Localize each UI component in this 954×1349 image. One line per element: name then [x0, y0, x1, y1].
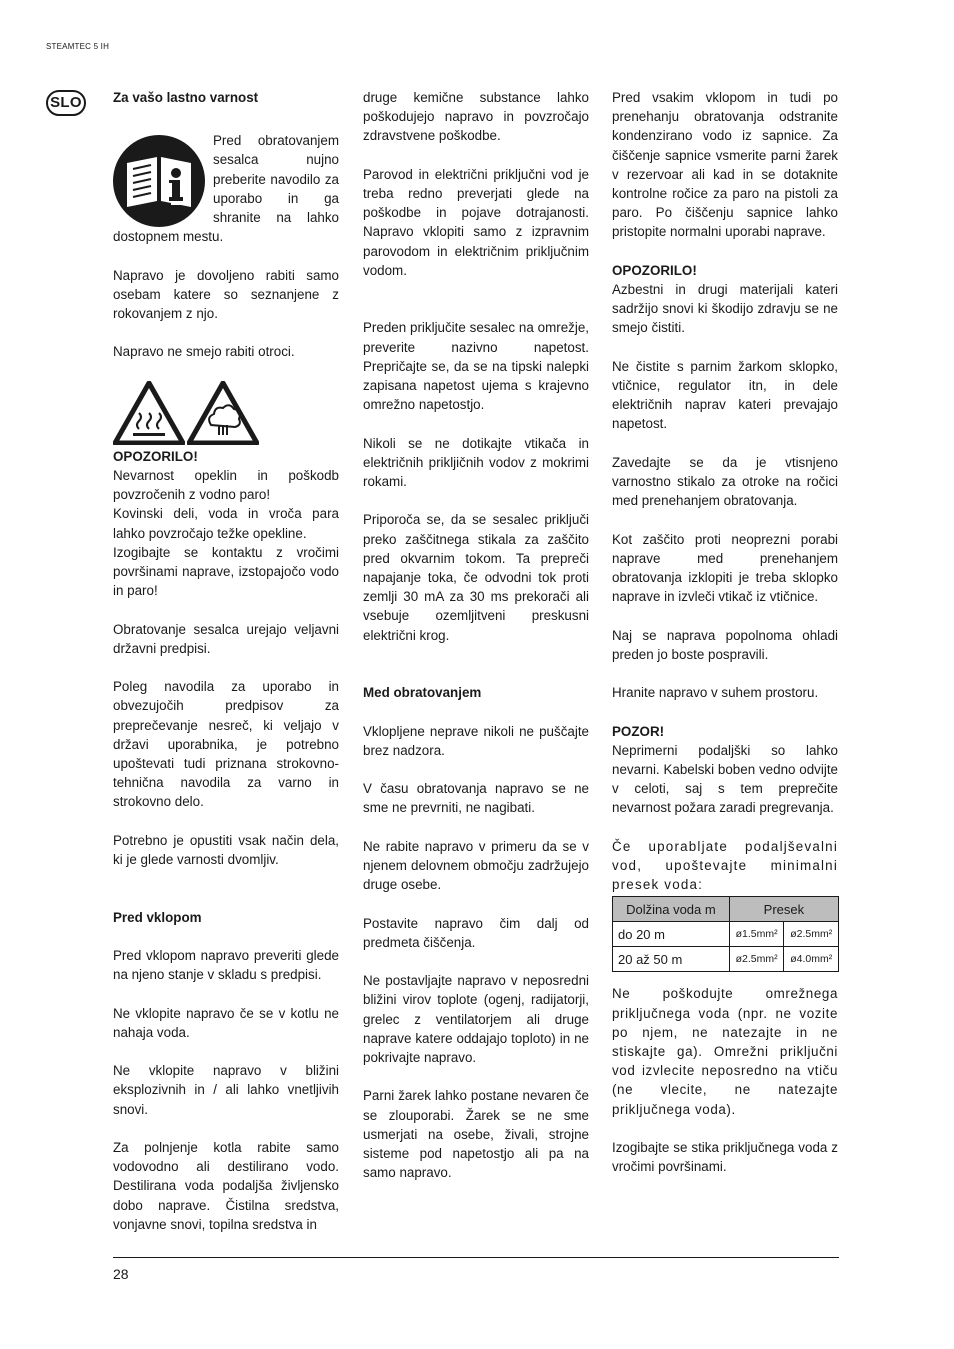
table-row [613, 947, 839, 972]
table-header-section: Presek [729, 897, 838, 922]
paragraph: Za polnjenje kotla rabite samo vodovodno ali destilirano vodo. Destilirana voda podaljša življensko dobo naprave. Čistilna sredstva, vonjavne snovi, topilna sredstva in [113, 1139, 339, 1232]
caution-heading: POZOR! [612, 723, 665, 739]
document-model-header: STEAMTEC 5 IH [46, 42, 110, 51]
paragraph: Azbestni in drugi materijali kateri sadržijo snovi ki škodijo zdravju se ne smejo čistiti. [612, 282, 838, 336]
cable-section-table [612, 896, 839, 972]
paragraph: Izogibajte se stika priključnega voda z vročimi površinami. [612, 1140, 838, 1175]
table-cell: ø1.5mm² [729, 922, 784, 947]
table-row [613, 922, 839, 947]
paragraph: Če uporabljate podaljševalni vod, upoštevajte minimalni presek voda: [612, 838, 838, 893]
page-number: 28 [113, 1266, 129, 1282]
paragraph: Hranite napravo v suhem prostoru. [612, 685, 819, 701]
paragraph: Ne vklopite napravo če se v kotlu ne nahaja voda. [113, 1005, 339, 1040]
paragraph: Napravo ne smejo rabiti otroci. [113, 344, 295, 360]
column-2 [363, 88, 589, 1202]
info-text: Pred obratovanjem sesalca nujno preberite navodilo za uporabo in ga shranite na lahko dostopnem mestu. [113, 133, 339, 245]
steam-warning-icon [187, 381, 259, 445]
table-cell: ø2.5mm² [784, 922, 839, 947]
section-title-safety: Za vašo lastno varnost [113, 90, 259, 105]
hot-surface-warning-icon [113, 381, 185, 445]
paragraph: Ne rabite napravo v primeru da se v njenem delovnem območju zadržujejo druge osebe. [363, 838, 589, 893]
paragraph: Parovod in električni priključni vod je treba redno preverjati glede na poškodbe in pojave dotrajanosti. Napravo vklopiti samo z izpravnim parovodom in električnim priključnim vodom. [363, 166, 589, 278]
paragraph: Potrebno je opustiti vsak način dela, ki je glede varnosti dvomljiv. [113, 832, 339, 868]
column-3 [612, 88, 838, 1196]
paragraph: Ne čistite s parnim žarkom sklopko, vtičnice, regulator itn, in dele električnih naprav kateri prevajajo napetost. [612, 358, 838, 432]
paragraph: druge kemične substance lahko poškodujejo napravo in povzročajo zdravstvene poškodbe. [363, 90, 589, 144]
info-block [113, 131, 339, 246]
warning-line: Nevarnost opeklin in poškodb povzročenih z vodno paro! [113, 468, 339, 503]
paragraph: Pred vsakim vklopom in tudi po prenehanju obratovanja odstranite kondenzirano vodo iz sapnice. Za čiščenje sapnice vsmerite parni žarek v rezervoar ali kad in se dotaknite kontrolne ročice za paro na pistoli za paro. Po čiščenju sapnice lahko pristopite normalni uporabi naprave. [612, 90, 838, 240]
paragraph: Pred vklopom napravo preveriti glede na njeno stanje v skladu s predpisi. [113, 947, 339, 983]
table-cell: ø2.5mm² [729, 947, 784, 972]
footer-divider [113, 1257, 839, 1258]
paragraph: Ne poškodujte omrežnega priključnega voda (npr. ne vozite po njem, ne natezajte in ne stiskajte ga). Omrežni priključni vod izvlecite neposredno na vtiču (ne vlecite, ne natezajte priključnega voda). [612, 986, 838, 1117]
paragraph: Postavite napravo čim dalj od predmeta čiščenja. [363, 915, 589, 950]
manual-info-icon [113, 135, 205, 227]
table-cell: ø4.0mm² [784, 947, 839, 972]
warning-icons [113, 381, 339, 447]
paragraph: Napravo je dovoljeno rabiti samo osebam katere so seznanjene z rokovanjem z njo. [113, 267, 339, 322]
spacer [363, 664, 589, 683]
warning-line: Izogibajte se kontaktu z vročimi površinami naprave, izstopajočo vodo in paro! [113, 544, 339, 599]
paragraph: Naj se naprava popolnoma ohladi preden jo boste pospravili. [612, 627, 838, 662]
warning-heading: OPOZORILO! [113, 448, 198, 464]
section-title-before-start: Pred vklopom [113, 909, 202, 925]
paragraph: Nikoli se ne dotikajte vtikača in električnih prikljičnih vodov z mokrimi rokami. [363, 435, 589, 489]
warning-line: Kovinski deli, voda in vroča para lahko povzročajo težke opekline. [113, 506, 339, 541]
paragraph: Vklopljene neprave nikoli ne puščajte brez nadzora. [363, 723, 589, 758]
table-cell: 20 až 50 m [613, 947, 730, 972]
paragraph: Obratovanje sesalca urejajo veljavni državni predpisi. [113, 621, 339, 656]
paragraph: Ne postavljajte napravo v neposredni bližini virov toplote (ogenj, radijatorji, grelec z ventilatorjem ali druge naprave katere oddajajo toploto) in ne pokrivajte napravo. [363, 973, 589, 1065]
paragraph: Preden priključite sesalec na omrežje, preverite nazivno napetost. Prepričajte se, da se na tipski nalepki zapisana napetost ujema s krajevno omrežno napetostjo. [363, 320, 589, 413]
paragraph: Parni žarek lahko postane nevaren če se zlouporabi. Žarek se ne sme usmerjati na osebe, živali, strojne sisteme pod napetostjo ali pa na samo napravo. [363, 1088, 589, 1181]
paragraph: Ne vklopite napravo v bližini eksplozivnih in / ali lahko vnetljivih snovi. [113, 1063, 339, 1117]
section-title-during-operation: Med obratovanjem [363, 685, 482, 701]
paragraph: Priporoča se, da se sesalec priključi preko zaščitnega stikala za zaščito pred okvarnim tokom. Ta prepreči napajanje toka, če odvodni tok proti zemlji 30 mA za 30 ms prekorači ali vsebuje ozemljitveni preskusni električni krog. [363, 512, 589, 643]
language-badge: SLO [46, 90, 86, 116]
warning-heading: OPOZORILO! [612, 262, 697, 278]
paragraph: V času obratovanja napravo se ne sme ne prevrniti, ne nagibati. [363, 781, 589, 816]
table-cell: do 20 m [613, 922, 730, 947]
paragraph: Neprimerni podaljški so lahko nevarni. Kabelski boben vedno odvijte v celoti, saj s tem preprečite nevarnost požara zaradi pregrevanja. [612, 742, 838, 816]
spacer [363, 299, 589, 318]
paragraph: Kot zaščito proti neoprezni porabi naprave med prenehanjem obratovanja izklopiti je treba sklopko naprave in izvleči vtikač iz vtičnice. [612, 531, 838, 605]
spacer [113, 888, 339, 907]
paragraph: Zavedajte se da je vtisnjeno varnostno stikalo za otroke na ročici med prenehanjem obratovanja. [612, 454, 838, 509]
column-1 [113, 88, 339, 1253]
paragraph: Poleg navodila za uporabo in obvezujočih predpisov za preprečevanje nesreč, ki veljajo v državi uporabnika, je potrebno upoštevati tudi priznana strokovno-tehnična navodila za varno in strokovno delo. [113, 679, 339, 810]
table-header-length: Dolžina voda m [613, 897, 730, 922]
